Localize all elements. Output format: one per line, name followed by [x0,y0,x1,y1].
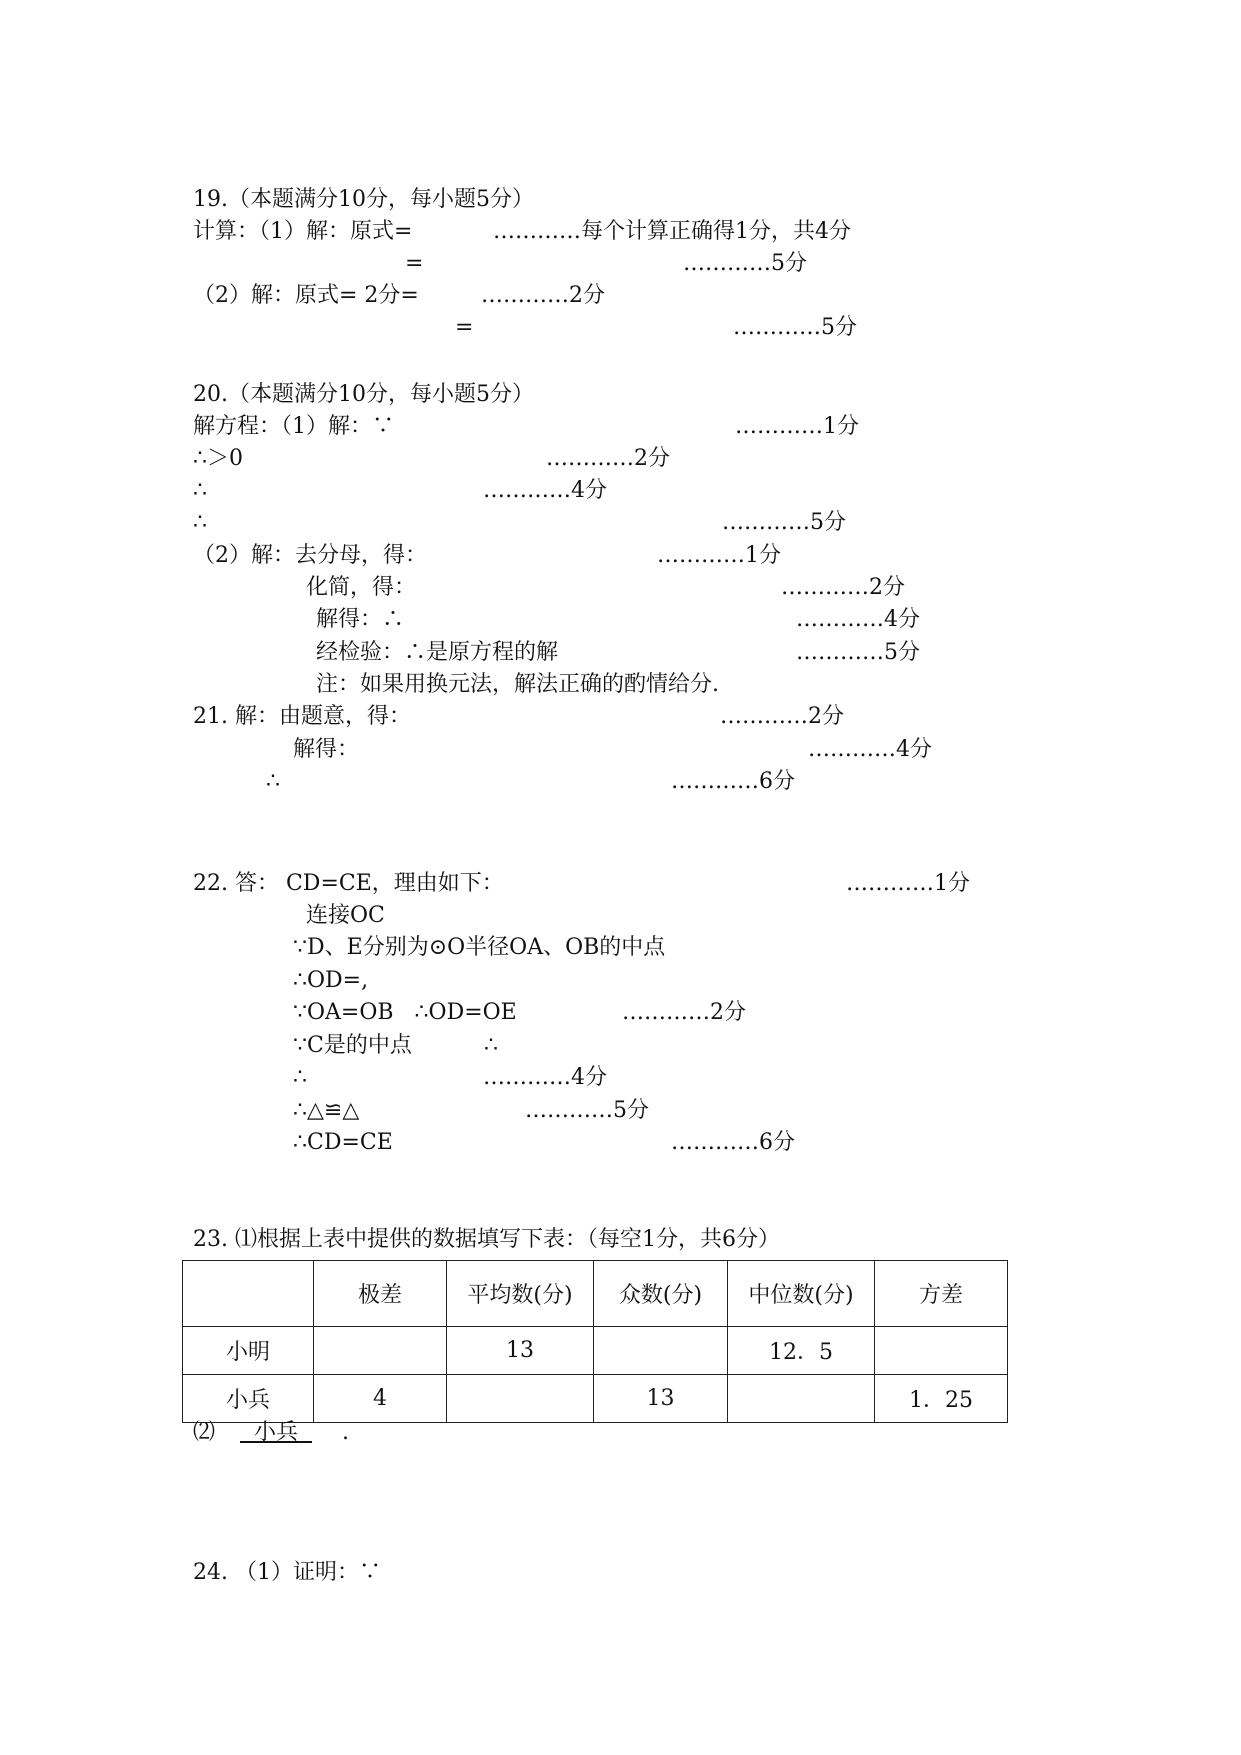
q19-title: 19.（本题满分10分，每小题5分） [193,187,534,212]
q22-line9: ∴CD=CE [293,1130,393,1155]
q20-line5-score: …………1分 [657,543,781,568]
table-row [183,1375,1008,1423]
table-cell [594,1327,728,1375]
q20-title: 20.（本题满分10分，每小题5分） [193,382,534,407]
table-cell [728,1375,875,1423]
table-cell: 4 [314,1375,447,1423]
q20-line2-score: …………2分 [546,446,670,471]
table-cell: 13 [447,1327,594,1375]
q22-line1: 22. 答： CD=CE，理由如下： [193,871,504,896]
q22-line7-score: …………4分 [483,1065,607,1090]
header-mode: 众数(分) [594,1261,728,1327]
q22-line8-score: …………5分 [525,1098,649,1123]
q21-line1: 21. 解：由题意，得： [193,704,411,729]
q20-line5: （2）解：去分母，得： [193,543,427,568]
q20-line8-score: …………5分 [796,640,920,665]
header-median: 中位数(分) [728,1261,875,1327]
q20-line6: 化简，得： [306,575,417,600]
q19-line1: 计算：（1）解：原式= [193,219,413,244]
q22-line8: ∴△≌△ [293,1098,360,1123]
q21-line3-score: …………6分 [671,769,795,794]
q19-line4-score: …………5分 [733,315,857,340]
q22-line5-score: …………2分 [622,1000,746,1025]
q22-line9-score: …………6分 [671,1130,795,1155]
table-row [183,1327,1008,1375]
table-cell [447,1375,594,1423]
q21-line2-score: …………4分 [808,737,932,762]
q19-line2: = [405,251,424,276]
table-cell: 13 [594,1375,728,1423]
q24-line1: 24. （1）证明：∵ [193,1560,381,1585]
q20-line1-score: …………1分 [735,414,859,439]
table-cell: 12．5 [728,1327,875,1375]
q20-line3-score: …………4分 [483,478,607,503]
q20-line8: 经检验：∴是原方程的解 [316,640,559,665]
table-header-row [183,1261,1008,1327]
q20-line4: ∴ [193,510,207,535]
q19-line4: = [455,315,474,340]
header-mean: 平均数(分) [447,1261,594,1327]
q21-line2: 解得： [293,737,360,762]
header-variance: 方差 [875,1261,1008,1327]
q23-title: 23. ⑴根据上表中提供的数据填写下表：（每空1分，共6分） [193,1227,780,1252]
q23-part2-label: ⑵ [193,1420,216,1445]
q19-line3-score: …………2分 [481,283,605,308]
q23-part2-answer: 小兵 [240,1420,312,1445]
q20-line7-score: …………4分 [796,607,920,632]
q22-line3: ∵D、E分别为⊙O半径OA、OB的中点 [293,935,666,960]
q20-line7: 解得：∴ [316,607,405,632]
header-range: 极差 [314,1261,447,1327]
row-label: 小兵 [183,1375,314,1423]
q20-note: 注：如果用换元法，解法正确的酌情给分. [316,672,719,697]
q21-line3: ∴ [266,769,280,794]
statistics-table [182,1260,1008,1423]
q20-line3: ∴ [193,478,207,503]
q22-line6: ∵C是的中点 [293,1033,412,1058]
q22-line2: 连接OC [306,903,385,928]
table-cell [875,1327,1008,1375]
q22-line7: ∴ [293,1065,307,1090]
q19-line1-score: …………每个计算正确得1分，共4分 [493,219,851,244]
table-cell: 1．25 [875,1375,1008,1423]
q21-line1-score: …………2分 [720,704,844,729]
q20-line1: 解方程：（1）解：∵ [193,414,394,439]
row-label: 小明 [183,1327,314,1375]
q22-line4: ∴OD=, [293,968,369,993]
q22-line6-b: ∴ [484,1033,498,1058]
q20-line4-score: …………5分 [722,510,846,535]
q22-line5: ∵OA=OB ∴OD=OE [293,1000,517,1025]
q19-line3: （2）解：原式= 2分= [193,283,419,308]
table-cell [314,1327,447,1375]
q20-line6-score: …………2分 [781,575,905,600]
q22-line1-score: …………1分 [846,871,970,896]
q19-line2-score: …………5分 [683,251,807,276]
q23-part2-end: . [342,1420,349,1445]
q20-line2: ∴＞0 [193,446,243,471]
header-cell [183,1261,314,1327]
